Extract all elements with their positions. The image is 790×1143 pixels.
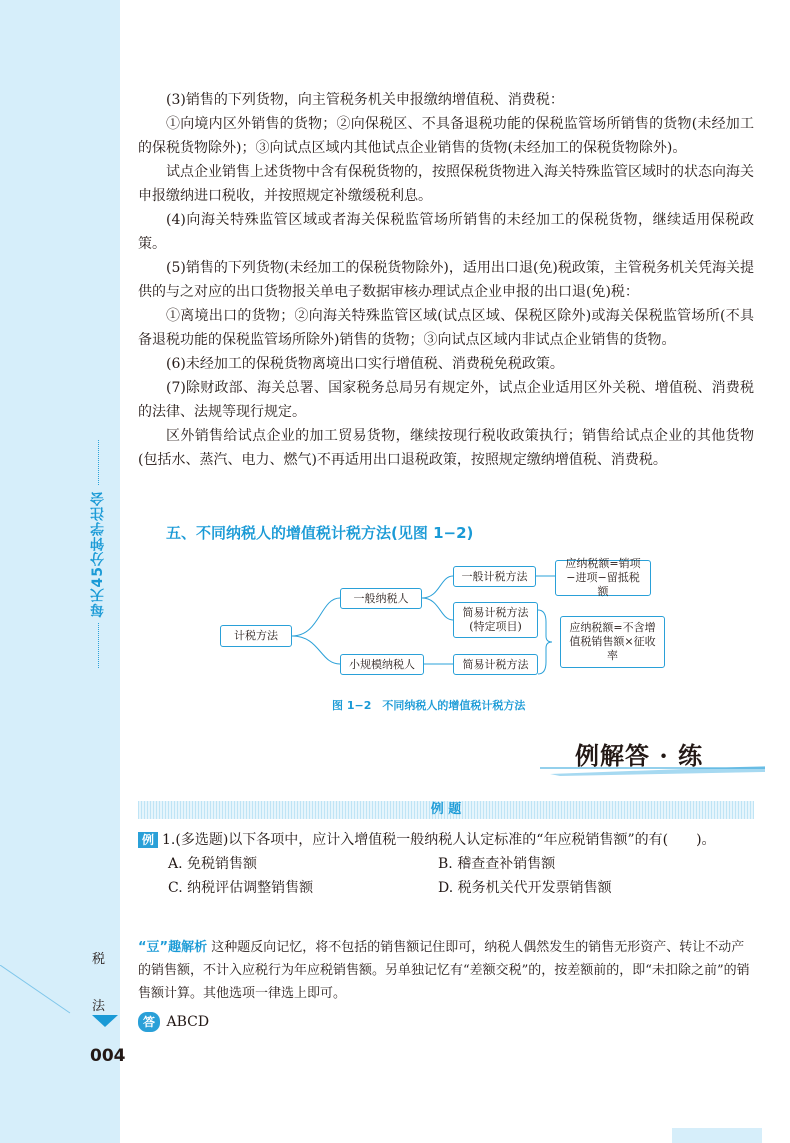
options [168, 852, 754, 900]
node-formula-simple: 应纳税额=不含增值税销售额×征收率 [560, 616, 665, 668]
section-title: 五、不同纳税人的增值税计税方法(见图 1−2) [166, 524, 474, 542]
question-text [138, 828, 754, 852]
practice-banner-title: 例解答 · 练 [575, 741, 704, 770]
simple-method-note: (特定项目) [469, 620, 522, 633]
analysis-text: 这种题反向记忆，将不包括的销售额记住即可，纳税人偶然发生的销售无形资产、转让不动产的销售额，不计入应税行为年应税销售额。另单独记忆有“差额交税”的，按差额前的，即“未扣除之前”的销售额计算。其他选项一律选上即可。 [138, 940, 750, 1001]
body-text [138, 88, 754, 472]
dotted-line [98, 623, 99, 668]
example-header-bar [138, 801, 754, 819]
analysis-block [138, 936, 754, 1005]
node-simple-method-small: 简易计税方法 [453, 654, 538, 675]
simple-method-label: 简易计税方法 [462, 606, 529, 619]
paragraph: (7)除财政部、海关总署、国家税务总局另有规定外，试点企业适用区外关税、增值税、消费税的法律、法规等现行规定。 [138, 380, 754, 420]
dotted-line [98, 440, 99, 485]
page-number: 004 [90, 1046, 126, 1066]
question-block [138, 828, 754, 900]
series-title-text: 每天45分钟学注会 [90, 491, 106, 618]
paragraph: (5)销售的下列货物(未经加工的保税货物除外)，适用出口退(免)税政策，主管税务机关凭海关提供的与之对应的出口货物报关单电子数据审核办理试点企业申报的出口退(免)税： [138, 260, 754, 300]
option-d: D. 税务机关代开发票销售额 [438, 880, 612, 896]
node-formula-general: 应纳税额=销项−进项−留抵税额 [555, 560, 651, 596]
answer-block [138, 1012, 209, 1032]
figure-caption: 图 1−2 不同纳税人的增值税计税方法 [332, 699, 526, 712]
question-stem: 1.(多选题)以下各项中，应计入增值税一般纳税人认定标准的“年应税销售额”的有( )。 [162, 832, 716, 848]
example-tag: 例 [138, 832, 158, 848]
paragraph: (3)销售的下列货物，向主管税务机关申报缴纳增值税、消费税： [166, 92, 564, 108]
tax-method-diagram [200, 557, 690, 685]
analysis-tag: “豆”趣解析 [138, 940, 208, 955]
node-small-taxpayer: 小规模纳税人 [340, 654, 424, 675]
answer-text: ABCD [166, 1014, 210, 1030]
node-tax-method: 计税方法 [220, 625, 292, 647]
paragraph: ①向境内区外销售的货物；②向保税区、不具备退税功能的保税监管场所销售的货物(未经加工的保税货物除外)；③向试点区域内其他试点企业销售的货物(未经加工的保税货物除外)。 [138, 116, 754, 156]
node-general-method: 一般计税方法 [453, 566, 536, 587]
answer-tag: 答 [138, 1012, 160, 1032]
bottom-tab [672, 1128, 762, 1143]
option-c: C. 纳税评估调整销售额 [168, 880, 314, 896]
option-b: B. 稽查查补销售额 [438, 856, 556, 872]
example-header-label: 例 题 [430, 802, 462, 817]
sidebar-series-title [78, 440, 118, 690]
paragraph: (4)向海关特殊监管区域或者海关保税监管场所销售的未经加工的保税货物，继续适用保税政策。 [138, 212, 754, 252]
node-simple-method-special [453, 602, 538, 638]
option-a: A. 免税销售额 [168, 856, 258, 872]
node-general-taxpayer: 一般纳税人 [340, 588, 422, 609]
subject-char-2: 法 [92, 999, 106, 1014]
paragraph: (6)未经加工的保税货物离境出口实行增值税、消费税免税政策。 [166, 356, 564, 372]
paragraph: ①离境出口的货物；②向海关特殊监管区域(试点区域、保税区除外)或海关保税监管场所(不具备退税功能的保税监管场所除外)销售的货物；③向试点区域内非试点企业销售的货物。 [138, 308, 754, 348]
paragraph: 区外销售给试点企业的加工贸易货物，继续按现行税收政策执行；销售给试点企业的其他货物(包括水、蒸汽、电力、燃气)不再适用出口退税政策，按照规定缴纳增值税、消费税。 [138, 428, 754, 468]
paragraph: 试点企业销售上述货物中含有保税货物的，按照保税货物进入海关特殊监管区域时的状态向海关申报缴纳进口税收，并按照规定补缴缓税利息。 [138, 164, 754, 204]
subject-char-1: 税 [92, 952, 106, 967]
